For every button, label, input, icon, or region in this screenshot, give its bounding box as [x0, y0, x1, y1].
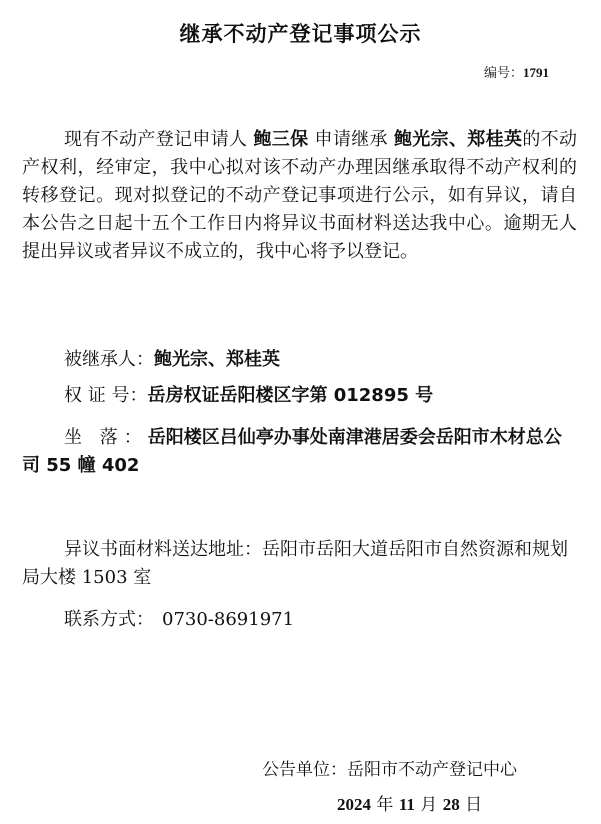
certificate-label: 权 证 号：	[64, 385, 148, 406]
serial-value: 1791	[523, 65, 549, 80]
issuing-unit-label: 公告单位：	[262, 760, 347, 780]
objection-address: 岳阳市岳阳大道岳阳市自然资源和规划局大楼 1503 室	[22, 539, 568, 588]
applicant-name: 鲍三保	[253, 129, 309, 150]
certificate-row	[22, 382, 577, 410]
location-label: 坐 落：	[64, 427, 148, 448]
contact-row	[22, 606, 577, 634]
certificate-value: 岳房权证岳阳楼区字第 012895 号	[147, 385, 434, 406]
decedent-names: 鲍光宗、郑桂英	[393, 129, 523, 150]
paragraph-body: 的不动产权利，经审定，我中心拟对该不动产办理因继承取得不动产权利的转移登记。现对拟登记的不动产登记事项进行公示，如有异议，请自本公告之日起十五个工作日内将异议书面材料送达我中心。逾期无人提出异议或者异议不成立的，我中心将予以登记。	[22, 129, 578, 262]
contact-label: 联系方式：	[64, 609, 154, 630]
date-month: 11	[398, 795, 415, 814]
paragraph-apply: 申请继承	[314, 129, 388, 150]
date-month-unit: 月	[420, 795, 438, 815]
notice-title: 继承不动产登记事项公示	[179, 22, 422, 46]
date-year-unit: 年	[376, 795, 394, 815]
notice-paragraph	[22, 126, 577, 266]
contact-phone: 0730-8691971	[162, 609, 295, 630]
date-day: 28	[442, 795, 460, 814]
issuing-unit	[262, 755, 517, 780]
location-row	[22, 424, 577, 480]
serial-number	[484, 62, 549, 81]
issue-date	[337, 790, 482, 815]
heir-row	[22, 346, 577, 374]
location-value: 岳阳楼区吕仙亭办事处南津港居委会岳阳市木材总公司 55 幢 402	[22, 427, 562, 476]
paragraph-lead: 现有不动产登记申请人	[64, 129, 248, 150]
objection-address-row	[22, 536, 577, 592]
date-year: 2024	[337, 795, 371, 814]
heir-label: 被继承人：	[64, 349, 154, 370]
objection-label: 异议书面材料送达地址：	[64, 539, 262, 560]
serial-label: 编号：	[483, 66, 523, 81]
issuing-unit-name: 岳阳市不动产登记中心	[347, 760, 517, 780]
heir-value: 鲍光宗、郑桂英	[154, 349, 280, 370]
date-day-unit: 日	[465, 795, 483, 815]
